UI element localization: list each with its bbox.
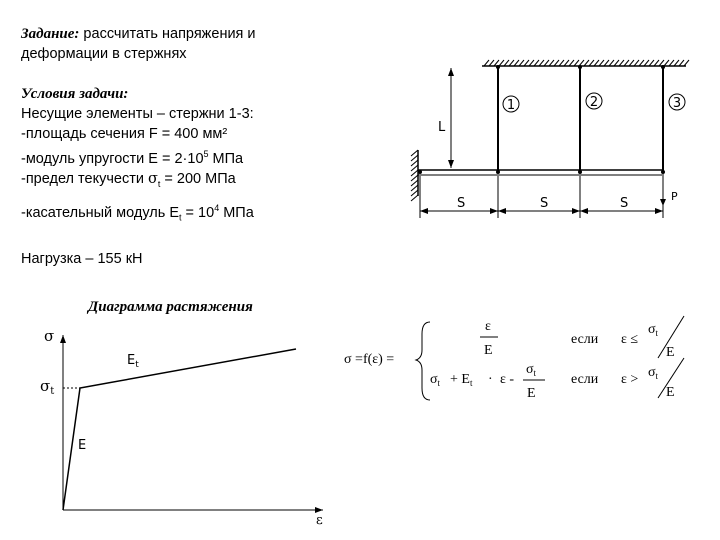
P-label: P [671, 190, 678, 203]
f-if2: если [571, 372, 599, 387]
epsilon-axis-label: ε [316, 513, 323, 528]
stress-strain-diagram [60, 335, 323, 513]
sigma-t-label: $\sigma_t$ [40, 377, 55, 397]
task-text-1: рассчитать напряжения и [79, 26, 256, 42]
S1-label: S [457, 196, 466, 211]
f-eps: ε [485, 319, 491, 334]
formula-brace [416, 322, 430, 400]
stress-strain-curve [63, 349, 296, 510]
ceiling-support [482, 60, 689, 66]
L-label: L [438, 120, 446, 135]
condition-line-4: -предел текучести $\sigma_t = 200$ МПа [21, 170, 236, 189]
piecewise-formula [344, 316, 684, 401]
f-eps2: ε - [500, 372, 515, 387]
task-heading: Задание: [21, 26, 80, 42]
Et-label: $E_t$ [127, 353, 139, 370]
formula-lhs: σ =f(ε) = [344, 352, 395, 367]
f-plus-Et: + $E_t$ [450, 372, 473, 388]
f-sigt1: $\sigma_t$ [648, 322, 659, 338]
f-sigt3: $\sigma_t$ [526, 362, 537, 378]
conditions-heading: Условия задачи: [21, 86, 129, 102]
E-label: E [78, 438, 87, 453]
load-line: Нагрузка – 155 кН [21, 251, 143, 268]
condition-line-2: -площадь сечения F = 400 мм² [21, 126, 228, 142]
task-text-2: деформации в стержнях [21, 46, 187, 62]
f-sigt: $\sigma_t$ [430, 372, 441, 388]
condition-line-5: -касательный модуль $E_t = 10^4$ МПа [21, 202, 254, 223]
rod-2-label: 2 [589, 95, 599, 110]
f-E2: E [666, 345, 675, 360]
condition-line-3: -модуль упругости $Е = 2\cdot 10^5$ МПа [21, 149, 244, 167]
sigma-axis-label: σ [44, 327, 55, 345]
S2-label: S [540, 196, 549, 211]
f-E4: E [666, 385, 675, 400]
condition-line-1: Несущие элементы – стержни 1-3: [21, 106, 254, 122]
f-E3: E [527, 386, 536, 401]
f-sigt4: $\sigma_t$ [648, 365, 659, 381]
rod-3-label: 3 [672, 96, 682, 111]
f-cond1: ε ≤ [621, 332, 639, 347]
rod-1-label: 1 [506, 98, 516, 113]
f-E1: E [484, 343, 493, 358]
wall-support [411, 150, 418, 201]
joint-dots [418, 65, 665, 174]
diagram-title: Диаграмма растяжения [88, 299, 253, 315]
S3-label: S [620, 196, 629, 211]
f-cond2: ε > [621, 372, 639, 387]
beam [418, 170, 664, 175]
f-dot: · [488, 372, 493, 387]
f-if1: если [571, 332, 599, 347]
